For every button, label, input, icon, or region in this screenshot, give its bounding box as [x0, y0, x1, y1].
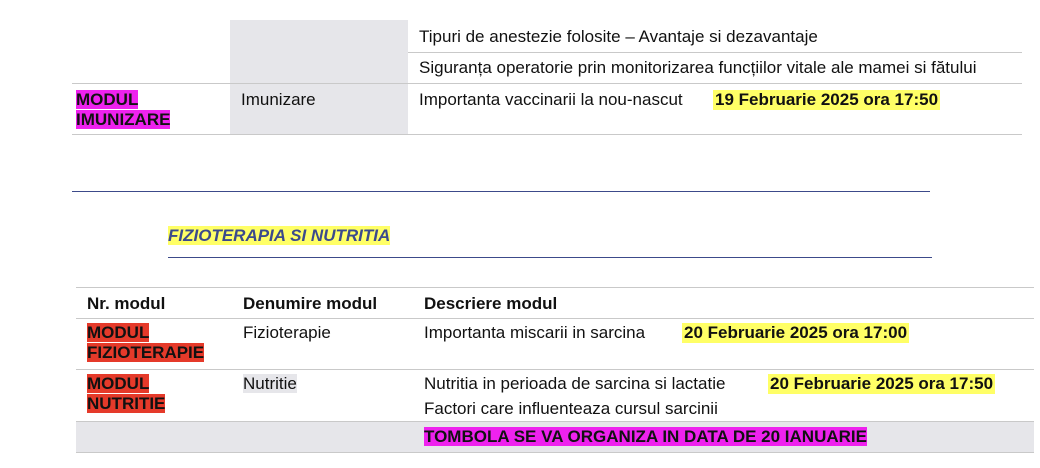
- section-rule-bottom: [168, 257, 932, 258]
- module-fizioterapie-description: Importanta miscarii in sarcina: [424, 323, 646, 342]
- module-nutritie-description2: Factori care influenteaza cursul sarcinii: [424, 399, 718, 418]
- module-nutritie-description: Nutritia in perioada de sarcina si lactatie: [424, 374, 726, 393]
- row-divider: [72, 134, 1022, 135]
- module-label-line1: MODUL: [87, 323, 150, 342]
- module-nutritie-name-text: Nutritie: [243, 374, 297, 393]
- table-top-border: [76, 287, 1034, 288]
- module-label-line1: MODUL: [87, 374, 150, 393]
- module-fizioterapie-label: [87, 323, 204, 363]
- header-denumire-modul: Denumire modul: [243, 294, 378, 313]
- row-anesthesia-text: Tipuri de anestezie folosite – Avantaje si dezavantaje: [419, 27, 818, 46]
- module-nutritie-name: [243, 374, 297, 394]
- row-divider: [72, 83, 1022, 84]
- header-divider: [76, 318, 1034, 319]
- table-bottom-border: [76, 452, 1034, 453]
- module-label-line2: IMUNIZARE: [76, 110, 171, 129]
- section-title-text: FIZIOTERAPIA SI NUTRITIA: [168, 226, 391, 245]
- module-imunizare-name: Imunizare: [241, 90, 316, 109]
- section-title: [168, 226, 390, 246]
- header-descriere-modul: Descriere modul: [424, 294, 558, 313]
- grey-name-cell: [230, 20, 408, 134]
- row-divider: [408, 52, 1022, 53]
- module-imunizare-label: [76, 90, 170, 130]
- row-safety-text: Siguranța operatorie prin monitorizarea funcțiilor vitale ale mamei si fătului: [419, 58, 977, 77]
- row-divider: [76, 369, 1034, 370]
- module-label-line1: MODUL: [76, 90, 139, 109]
- module-label-line2: NUTRITIE: [87, 394, 166, 413]
- footer-announcement-text: TOMBOLA SE VA ORGANIZA IN DATA DE 20 IANUARIE: [424, 427, 867, 446]
- module-imunizare-description: Importanta vaccinarii la nou-nascut: [419, 90, 683, 109]
- module-label-line2: FIZIOTERAPIE: [87, 343, 205, 362]
- module-fizioterapie-date: 20 Februarie 2025 ora 17:00: [684, 323, 908, 342]
- header-nr-modul: Nr. modul: [87, 294, 166, 313]
- section-rule-top: [72, 191, 930, 192]
- module-fizioterapie-name: Fizioterapie: [243, 323, 331, 342]
- module-imunizare-date: 19 Februarie 2025 ora 17:50: [715, 90, 939, 109]
- module-nutritie-date: 20 Februarie 2025 ora 17:50: [770, 374, 994, 393]
- module-nutritie-label: [87, 374, 165, 414]
- footer-announcement: [424, 427, 867, 447]
